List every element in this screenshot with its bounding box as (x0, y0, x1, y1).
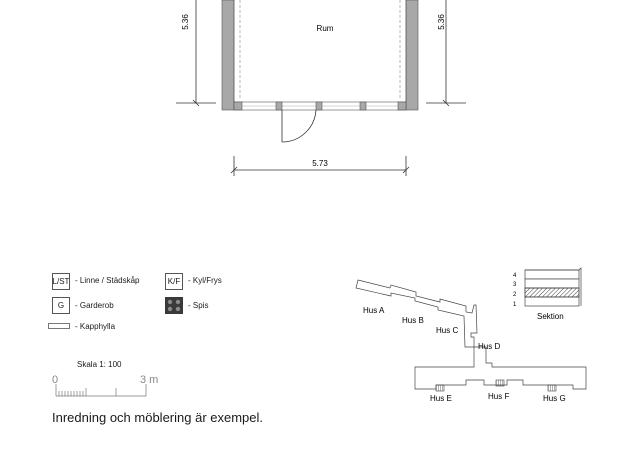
shelf-label: - Kapphylla (75, 322, 116, 331)
right-dimension-value: 5.36 (437, 14, 446, 30)
scale-title: Skala 1: 100 (77, 360, 122, 369)
door-swing (282, 110, 316, 142)
hus-g-label: Hus G (543, 394, 566, 403)
hus-f-label: Hus F (488, 392, 510, 401)
fridge-freezer-symbol: K/F (165, 273, 183, 290)
furnishing-note: Inredning och möblering är exempel. (52, 410, 264, 425)
stove-label: - Spis (188, 301, 209, 310)
floor-1-label: 1 (513, 302, 517, 308)
linen-closet-symbol: L/ST (52, 273, 70, 290)
fridge-freezer-label: - Kyl/Frys (188, 276, 222, 285)
shelf-icon (48, 323, 70, 329)
stove-icon (165, 297, 183, 314)
hus-a-label: Hus A (363, 306, 385, 315)
left-dimension-value: 5.36 (181, 14, 190, 30)
wardrobe-symbol: G (52, 297, 70, 314)
floor-2-label: 2 (513, 292, 517, 298)
room-label: Rum (316, 24, 334, 33)
floor-plan (0, 0, 625, 200)
hus-e-label: Hus E (430, 394, 452, 403)
site-plan (350, 275, 595, 410)
hus-c-label: Hus C (436, 326, 459, 335)
left-wall (222, 0, 234, 110)
scale-start: 0 (52, 374, 59, 386)
linen-closet-label: - Linne / Städskåp (75, 276, 140, 285)
floor-4-label: 4 (513, 273, 517, 279)
floor-3-label: 3 (513, 282, 517, 288)
entrance-markers (436, 380, 556, 391)
hus-b-label: Hus B (402, 316, 424, 325)
scale-end: 3 m (140, 374, 159, 386)
hus-d-label: Hus D (478, 342, 501, 351)
wardrobe-label: - Garderob (75, 301, 114, 310)
bottom-dimension-value: 5.73 (312, 159, 328, 168)
section-title: Sektion (537, 312, 564, 321)
bottom-wall (234, 102, 406, 110)
scale-bar (48, 370, 163, 402)
right-dimension-line (426, 0, 466, 106)
right-wall (406, 0, 418, 110)
